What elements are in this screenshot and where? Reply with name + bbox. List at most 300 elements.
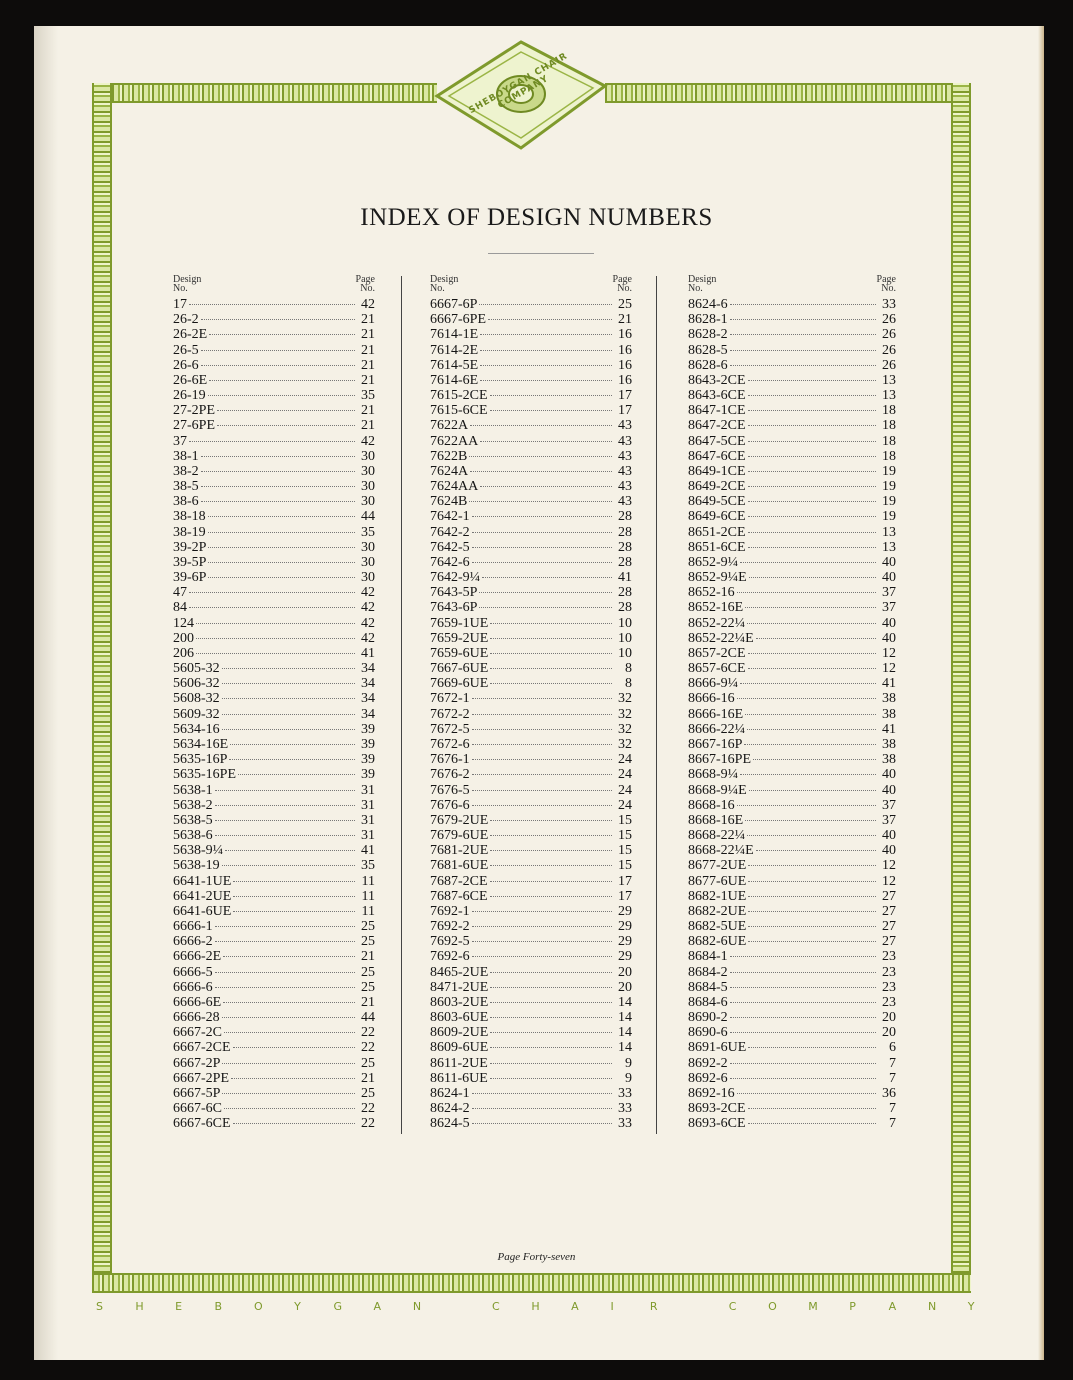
leader-dots [479,592,612,593]
design-number: 5638-19 [173,858,220,874]
design-number: 26-19 [173,388,206,404]
page-number-ref: 15 [618,858,632,874]
design-number: 8657-2CE [688,645,746,661]
page-number-ref: 35 [361,524,375,540]
design-number: 7672-5 [430,721,470,737]
column-header [688,275,896,297]
design-number: 8628-1 [688,312,728,328]
company-letter: N [928,1300,937,1313]
index-entry [430,691,632,706]
title-underline [488,253,594,254]
index-column-1 [173,275,375,1131]
index-entry [173,1116,375,1131]
design-number: 7687-2CE [430,873,488,889]
design-number: 8657-6CE [688,661,746,677]
page-number-ref: 30 [361,494,375,510]
leader-dots [223,1002,355,1003]
page-number-ref: 24 [618,752,632,768]
page-number-ref: 38 [882,706,896,722]
page-number-ref: 19 [882,494,896,510]
page-number-ref: 19 [882,479,896,495]
page-number-ref: 27 [882,903,896,919]
design-number: 8677-6UE [688,873,747,889]
design-number: 26-2 [173,312,199,328]
index-entry [173,919,375,934]
index-entry [430,661,632,676]
page-number-ref: 20 [618,979,632,995]
leader-dots [472,774,612,775]
design-number: 5638-5 [173,812,213,828]
leader-dots [730,334,876,335]
page-number-ref: 12 [882,873,896,889]
leader-dots [222,865,355,866]
index-entry [430,798,632,813]
border-right [951,83,971,1293]
index-entry [173,995,375,1010]
page-number-ref: 42 [361,433,375,449]
border-top-left [92,83,437,103]
design-number: 8668-16 [688,797,735,813]
page-number-ref: 39 [361,736,375,752]
page-number-ref: 34 [361,706,375,722]
leader-dots [490,683,612,684]
index-entry [688,1010,896,1025]
leader-dots [229,759,355,760]
page-number-ref: 21 [361,312,375,328]
index-entry [688,418,896,433]
company-letter: A [888,1300,897,1313]
border-top-right [605,83,971,103]
company-letter: G [333,1300,343,1313]
page-number-ref: 28 [618,509,632,525]
design-number: 8624-1 [430,1085,470,1101]
index-entry [430,752,632,767]
design-number: 7692-5 [430,934,470,950]
index-entry [173,1056,375,1071]
design-number: 5609-32 [173,706,220,722]
index-entry [173,783,375,798]
design-number: 7676-6 [430,797,470,813]
index-entry [430,449,632,464]
leader-dots [222,1093,355,1094]
leader-dots [472,1108,612,1109]
page-number-ref: 28 [618,554,632,570]
page-number-ref: 42 [361,600,375,616]
index-entry [173,373,375,388]
leader-dots [748,1108,876,1109]
leader-dots [189,592,355,593]
design-number: 8668-22¼E [688,843,754,859]
index-entry [688,722,896,737]
design-number: 5638-6 [173,828,213,844]
design-number: 38-1 [173,448,199,464]
leader-dots [215,820,355,821]
index-entry [430,600,632,615]
design-number: 7642-5 [430,539,470,555]
design-number: 8603-6UE [430,1010,489,1026]
index-entry [688,616,896,631]
design-number: 5638-9¼ [173,843,224,859]
index-entry [688,540,896,555]
leader-dots [189,607,355,608]
leader-dots [480,365,612,366]
page-number-ref: 31 [361,812,375,828]
design-number: 8611-6UE [430,1070,488,1086]
design-number: 8668-9¼ [688,767,739,783]
design-number: 5638-2 [173,797,213,813]
leader-dots [490,987,612,988]
leader-dots [730,972,876,973]
page-number-ref: 7 [889,1070,896,1086]
page-number-ref: 8 [625,661,632,677]
leader-dots [472,790,612,791]
page-number-ref: 20 [882,1025,896,1041]
company-letter [453,1300,461,1313]
design-number: 8652-16 [688,585,735,601]
design-number: 8668-16E [688,812,744,828]
leader-dots [472,698,612,699]
index-entry [430,312,632,327]
leader-dots [222,1017,355,1018]
design-number: 8649-5CE [688,494,746,510]
index-entry [430,949,632,964]
design-number: 27-6PE [173,418,215,434]
page-number-ref: 25 [618,297,632,312]
leader-dots [730,319,876,320]
page-number-ref: 27 [882,919,896,935]
index-entry [173,646,375,661]
index-entry [688,327,896,342]
leader-dots [208,577,355,578]
design-number: 47 [173,585,187,601]
index-entry [688,570,896,585]
index-entry [430,525,632,540]
index-entry [688,434,896,449]
page-number-ref: 16 [618,357,632,373]
page-number-ref: 10 [618,615,632,631]
page-number-ref: 12 [882,645,896,661]
index-entry [173,555,375,570]
page-number-ref: 9 [625,1070,632,1086]
index-entry [173,449,375,464]
leader-dots [201,350,355,351]
design-number: 8652-22¼ [688,615,746,631]
page-number-ref: 29 [618,919,632,935]
page-number-ref: 11 [361,873,375,889]
design-number: 6641-6UE [173,903,232,919]
index-entry [688,631,896,646]
design-number: 6666-2 [173,934,213,950]
index-entry [688,464,896,479]
leader-dots [730,365,876,366]
leader-dots [470,471,612,472]
leader-dots [222,668,355,669]
leader-dots [490,972,612,973]
leader-dots [225,850,355,851]
design-number: 38-5 [173,479,199,495]
leader-dots [480,486,612,487]
page-number-ref: 43 [618,418,632,434]
design-number: 8643-6CE [688,388,746,404]
page-number-ref: 13 [882,388,896,404]
leader-dots [740,562,876,563]
leader-dots [747,623,876,624]
design-number: 7676-5 [430,782,470,798]
design-number: 8692-2 [688,1055,728,1071]
page-no-header: Page No. [876,274,896,294]
leader-dots [748,380,876,381]
design-number: 7659-2UE [430,630,489,646]
design-no-header: Design No. [430,274,459,294]
page-number-ref: 40 [882,782,896,798]
page-number-ref: 41 [361,645,375,661]
index-entry [173,297,375,312]
index-entry [173,813,375,828]
page-number-ref: 40 [882,843,896,859]
leader-dots [744,744,876,745]
leader-dots [749,577,876,578]
index-entry [688,509,896,524]
index-entry [430,464,632,479]
leader-dots [215,926,355,927]
leader-dots [215,987,355,988]
index-entry [173,965,375,980]
index-entry [173,1071,375,1086]
design-number: 7679-2UE [430,812,489,828]
index-entry [430,585,632,600]
page-number-ref: 44 [361,509,375,525]
leader-dots [490,1002,612,1003]
leader-dots [748,1047,876,1048]
design-number: 7679-6UE [430,828,489,844]
design-number: 6667-5P [173,1085,221,1101]
leader-dots [209,380,355,381]
design-number: 39-5P [173,554,207,570]
index-entry [173,600,375,615]
page-number-ref: 17 [618,388,632,404]
leader-dots [208,516,355,517]
design-number: 7681-2UE [430,843,489,859]
page-number-ref: 29 [618,934,632,950]
leader-dots [472,516,612,517]
index-entry [173,1025,375,1040]
index-entry [688,403,896,418]
design-number: 8682-6UE [688,934,747,950]
leader-dots [748,425,876,426]
index-entry [688,343,896,358]
index-entry [430,373,632,388]
index-entry [430,676,632,691]
page-number-ref: 28 [618,539,632,555]
page-number-ref: 38 [882,736,896,752]
design-number: 8649-6CE [688,509,746,525]
company-letter: Y [294,1300,301,1313]
design-number: 8652-9¼ [688,554,739,570]
design-number: 7659-6UE [430,645,489,661]
index-entry [173,707,375,722]
leader-dots [472,1123,612,1124]
index-entry [430,1056,632,1071]
leader-dots [201,471,355,472]
page-number-ref: 12 [882,661,896,677]
page-number-ref: 24 [618,782,632,798]
design-number: 8624-5 [430,1116,470,1132]
page-number-ref: 43 [618,448,632,464]
design-number: 7624B [430,494,468,510]
company-letter: Y [967,1300,975,1313]
page-number-ref: 33 [618,1116,632,1132]
design-number: 7642-1 [430,509,470,525]
design-number: 8609-2UE [430,1025,489,1041]
leader-dots [472,532,612,533]
page-number-ref: 40 [882,554,896,570]
design-number: 38-6 [173,494,199,510]
leader-dots [231,1078,355,1079]
page-number-ref: 26 [882,342,896,358]
page-number-ref: 34 [361,691,375,707]
leader-dots [233,1047,355,1048]
page-number-ref: 31 [361,797,375,813]
leader-dots [748,911,876,912]
design-number: 8682-1UE [688,888,747,904]
leader-dots [217,425,355,426]
index-entry [688,1101,896,1116]
design-number: 7676-1 [430,752,470,768]
design-number: 7643-6P [430,600,478,616]
design-number: 8692-6 [688,1070,728,1086]
index-entry [173,585,375,600]
index-entry [688,919,896,934]
page-number-ref: 14 [618,994,632,1010]
index-entry [430,1086,632,1101]
page-number-ref: 38 [882,752,896,768]
page-number-ref: 12 [882,858,896,874]
index-entry [173,737,375,752]
index-entry [430,570,632,585]
page-number-ref: 27 [882,888,896,904]
index-entry [430,1101,632,1116]
design-number: 7614-2E [430,342,479,358]
leader-dots [740,774,876,775]
leader-dots [472,911,612,912]
design-number: 6666-5 [173,964,213,980]
leader-dots [472,941,612,942]
index-entry [430,828,632,843]
company-letter: C [728,1300,737,1313]
index-entry [688,904,896,919]
page-number-ref: 19 [882,463,896,479]
index-entry [430,1071,632,1086]
leader-dots [480,380,612,381]
leader-dots [222,729,355,730]
page-number-ref: 25 [361,1055,375,1071]
design-number: 8643-2CE [688,372,746,388]
page-number-ref: 37 [882,585,896,601]
leader-dots [233,881,355,882]
page-number-ref: 21 [361,372,375,388]
page-number-ref: 41 [361,843,375,859]
leader-dots [472,1093,612,1094]
page-number-ref: 29 [618,903,632,919]
page-number-ref: 33 [618,1101,632,1117]
company-name-banner [96,1300,976,1313]
index-entry [173,1086,375,1101]
leader-dots [224,1108,355,1109]
page-number-ref: 32 [618,736,632,752]
leader-dots [472,926,612,927]
leader-dots [215,790,355,791]
page-number-ref: 34 [361,661,375,677]
company-letter: B [214,1300,223,1313]
design-number: 8691-6UE [688,1040,747,1056]
page-number-ref: 18 [882,448,896,464]
page-number-ref: 31 [361,782,375,798]
design-number: 8690-2 [688,1010,728,1026]
index-entry [688,874,896,889]
page-number-ref: 8 [625,676,632,692]
page-number-ref: 30 [361,554,375,570]
index-entry [430,737,632,752]
design-number: 7669-6UE [430,676,489,692]
design-number: 7622B [430,448,468,464]
design-number: 6667-6PE [430,312,486,328]
index-entry [688,1056,896,1071]
index-entry [173,509,375,524]
index-entry [688,1116,896,1131]
design-number: 8652-22¼E [688,630,754,646]
page-number-ref: 21 [618,312,632,328]
page-number-ref: 42 [361,615,375,631]
page-number-ref: 16 [618,342,632,358]
leader-dots [748,532,876,533]
leader-dots [472,562,612,563]
leader-dots [730,1032,876,1033]
index-entry [173,889,375,904]
index-entry [430,965,632,980]
index-entry [430,767,632,782]
index-entry [430,479,632,494]
page-number-ref: 25 [361,979,375,995]
index-entry [688,388,896,403]
leader-dots [209,334,355,335]
page-number-ref: 29 [618,949,632,965]
page-number-ref: 43 [618,494,632,510]
page-number-ref: 21 [361,994,375,1010]
company-letter [689,1300,697,1313]
leader-dots [490,835,612,836]
leader-dots [745,607,876,608]
leader-dots [745,714,876,715]
design-number: 38-19 [173,524,206,540]
leader-dots [233,911,355,912]
leader-dots [753,759,876,760]
design-number: 8651-6CE [688,539,746,555]
index-entry [430,1025,632,1040]
design-number: 8666-16 [688,691,735,707]
page-number-ref: 14 [618,1040,632,1056]
index-entry [688,783,896,798]
leader-dots [215,835,355,836]
index-entry [688,980,896,995]
design-number: 8677-2UE [688,858,747,874]
leader-dots [748,516,876,517]
leader-dots [490,623,612,624]
design-number: 8682-5UE [688,919,747,935]
page-number-ref: 30 [361,463,375,479]
index-entry [173,691,375,706]
index-entry [173,525,375,540]
page-number-ref: 41 [882,721,896,737]
